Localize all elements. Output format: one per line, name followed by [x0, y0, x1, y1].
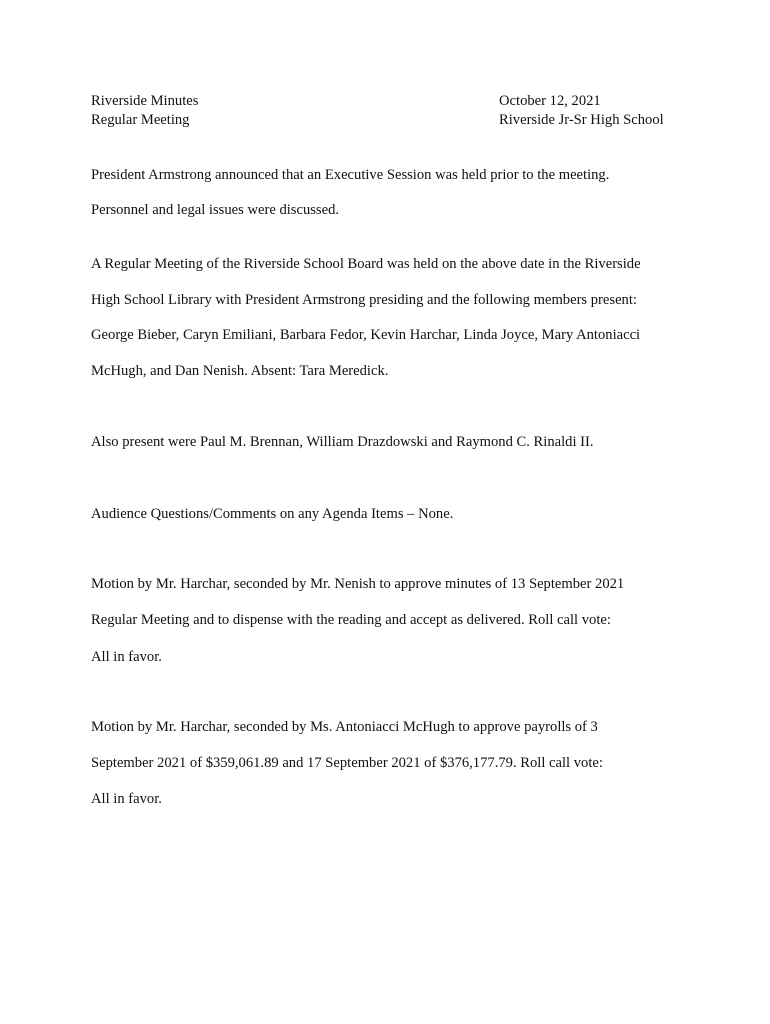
- motion-payroll-line: September 2021 of $359,061.89 and 17 September 2021 of $376,177.79. Roll call vote:: [91, 755, 603, 771]
- motion-minutes-line: Regular Meeting and to dispense with the reading and accept as delivered. Roll call vote:: [91, 612, 611, 628]
- meeting-type: Regular Meeting: [91, 112, 190, 128]
- personnel-paragraph: Personnel and legal issues were discussed.: [91, 202, 340, 218]
- motion-payroll-line: All in favor.: [91, 791, 162, 807]
- header-left: [91, 92, 198, 130]
- executive-session-paragraph: President Armstrong announced that an Executive Session was held prior to the meeting.: [91, 167, 610, 183]
- motion-payroll-line: Motion by Mr. Harchar, seconded by Ms. Antoniacci McHugh to approve payrolls of 3: [91, 719, 598, 735]
- motion-minutes-line: All in favor.: [91, 649, 162, 665]
- also-present-paragraph: Also present were Paul M. Brennan, William Drazdowski and Raymond C. Rinaldi II.: [91, 434, 594, 450]
- header-right: [499, 92, 664, 130]
- document-title: Riverside Minutes: [91, 93, 199, 109]
- meeting-paragraph-line: High School Library with President Armstrong presiding and the following members present:: [91, 292, 637, 308]
- meeting-paragraph-line: McHugh, and Dan Nenish. Absent: Tara Meredick.: [91, 363, 389, 379]
- meeting-paragraph-line: A Regular Meeting of the Riverside School Board was held on the above date in the Riverside: [91, 256, 641, 272]
- motion-minutes-line: Motion by Mr. Harchar, seconded by Mr. Nenish to approve minutes of 13 September 2021: [91, 576, 625, 592]
- meeting-paragraph-line: George Bieber, Caryn Emiliani, Barbara Fedor, Kevin Harchar, Linda Joyce, Mary Antoniacci: [91, 327, 641, 343]
- meeting-date: October 12, 2021: [499, 93, 601, 109]
- meeting-location: Riverside Jr-Sr High School: [499, 112, 664, 128]
- audience-paragraph: Audience Questions/Comments on any Agenda Items – None.: [91, 506, 454, 522]
